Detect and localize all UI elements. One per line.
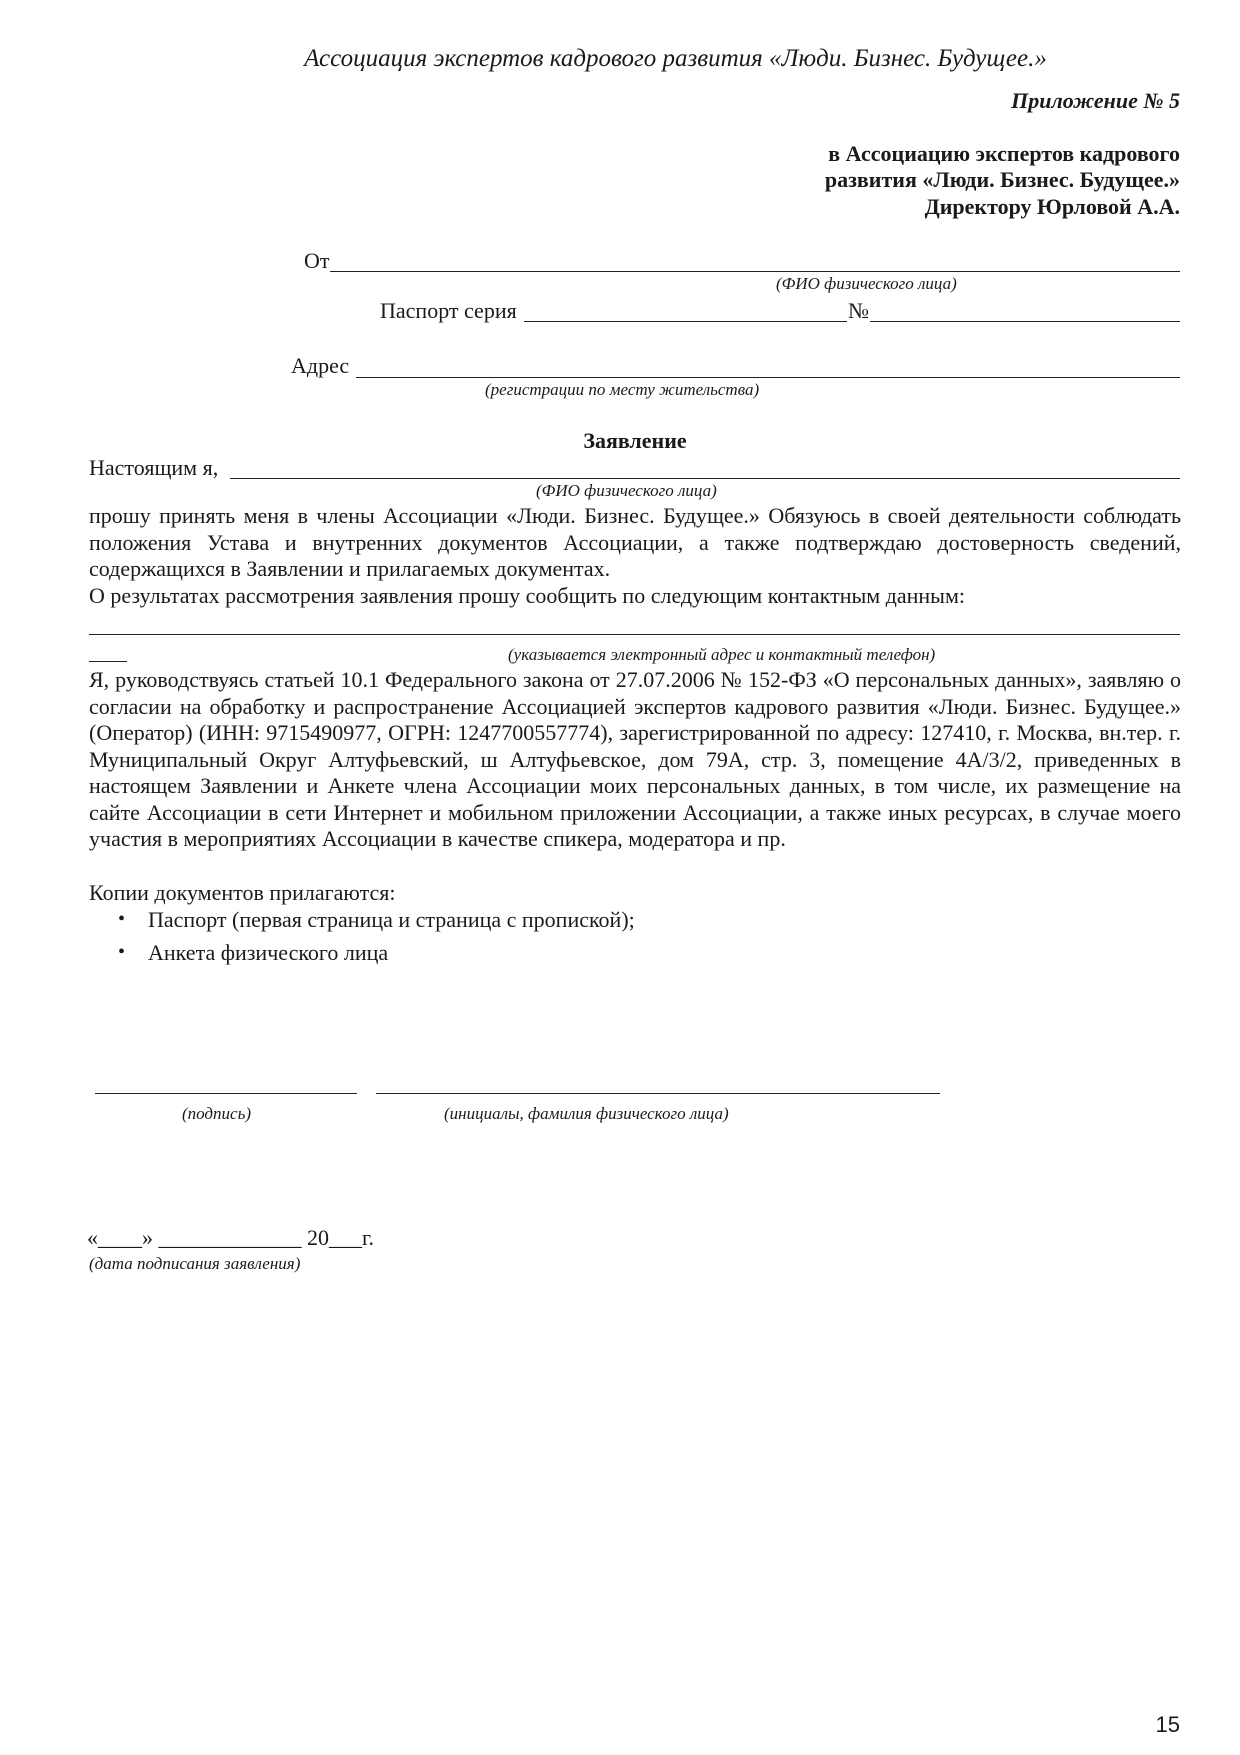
initials-surname-hint: (инициалы, фамилия физического лица) <box>444 1104 729 1123</box>
addressee-line-2: развития «Люди. Бизнес. Будущее.» <box>824 167 1180 192</box>
addressee-line-1: в Ассоциацию экспертов кадрового <box>828 141 1180 166</box>
membership-request-text: прошу принять меня в члены Ассоциации «Люди. Бизнес. Будущее.» Обязуюсь в своей деятельности соблюдать положения Устава и внутренних документов Ассоциации, а также подтверждаю достоверность сведений, содержащихся в Заявлении и прилагаемых документах. <box>89 503 1181 581</box>
signature-hint: (подпись) <box>182 1104 251 1123</box>
passport-number-label: № <box>848 298 869 323</box>
passport-series-field[interactable] <box>524 321 847 322</box>
signing-date-field[interactable]: «____» _____________ 20___г. <box>87 1225 375 1250</box>
address-field[interactable] <box>356 377 1180 378</box>
from-name-hint: (ФИО физического лица) <box>776 274 957 293</box>
contact-hint: (указывается электронный адрес и контактный телефон) <box>508 645 936 664</box>
contact-field[interactable] <box>89 634 1180 635</box>
intro-label: Настоящим я, <box>89 455 219 480</box>
page-number: 15 <box>1155 1712 1180 1737</box>
intro-name-hint: (ФИО физического лица) <box>536 481 717 500</box>
statement-title: Заявление <box>583 428 687 453</box>
organization-header: Ассоциация экспертов кадрового развития «Люди. Бизнес. Будущее.» <box>304 45 1047 72</box>
addressee-line-3: Директору Юрловой А.А. <box>924 194 1180 219</box>
attachment-item-label: Паспорт (первая страница и страница с пропиской); <box>148 907 635 932</box>
address-label: Адрес <box>291 353 350 378</box>
intro-name-field[interactable] <box>230 478 1180 479</box>
appendix-label: Приложение № 5 <box>1011 88 1180 113</box>
attachments-heading: Копии документов прилагаются: <box>89 880 396 905</box>
from-name-field[interactable] <box>330 271 1180 272</box>
attachment-item-label: Анкета физического лица <box>148 940 389 965</box>
passport-series-label: Паспорт серия <box>380 298 517 323</box>
contact-field-continuation[interactable] <box>89 661 127 662</box>
personal-data-consent-text: Я, руководствуясь статьей 10.1 Федерального закона от 27.07.2006 № 152-ФЗ «О персональных данных», заявляю о согласии на обработку и распространение Ассоциацией экспертов кадрового развития «Люди. Бизнес. Будущее.» (Оператор) (ИНН: 9715490977, ОГРН: 1247700557774), зарегистрированной по адресу: 127410, г. Москва, вн.тер. г. Муниципальный Округ Алтуфьевский, ш Алтуфьевское, дом 79А, стр. 3, помещение 4А/3/2, приведенных в настоящем Заявлении и Анкете члена Ассоциации моих персональных данных, в том числе, их размещение на сайте Ассоциации в сети Интернет и мобильном приложении Ассоциации, а также иных ресурсах, в случае моего участия в мероприятиях Ассоциации в качестве спикера, модератора и пр. <box>89 667 1181 851</box>
signing-date-hint: (дата подписания заявления) <box>89 1254 301 1273</box>
bullet-icon: • <box>118 908 126 930</box>
signature-field[interactable] <box>95 1093 357 1094</box>
bullet-icon: • <box>118 941 126 963</box>
initials-surname-field[interactable] <box>376 1093 940 1094</box>
from-label: От <box>304 248 330 273</box>
contact-request-text: О результатах рассмотрения заявления прошу сообщить по следующим контактным данным: <box>89 583 965 608</box>
address-hint: (регистрации по месту жительства) <box>485 380 760 399</box>
passport-number-field[interactable] <box>870 321 1180 322</box>
